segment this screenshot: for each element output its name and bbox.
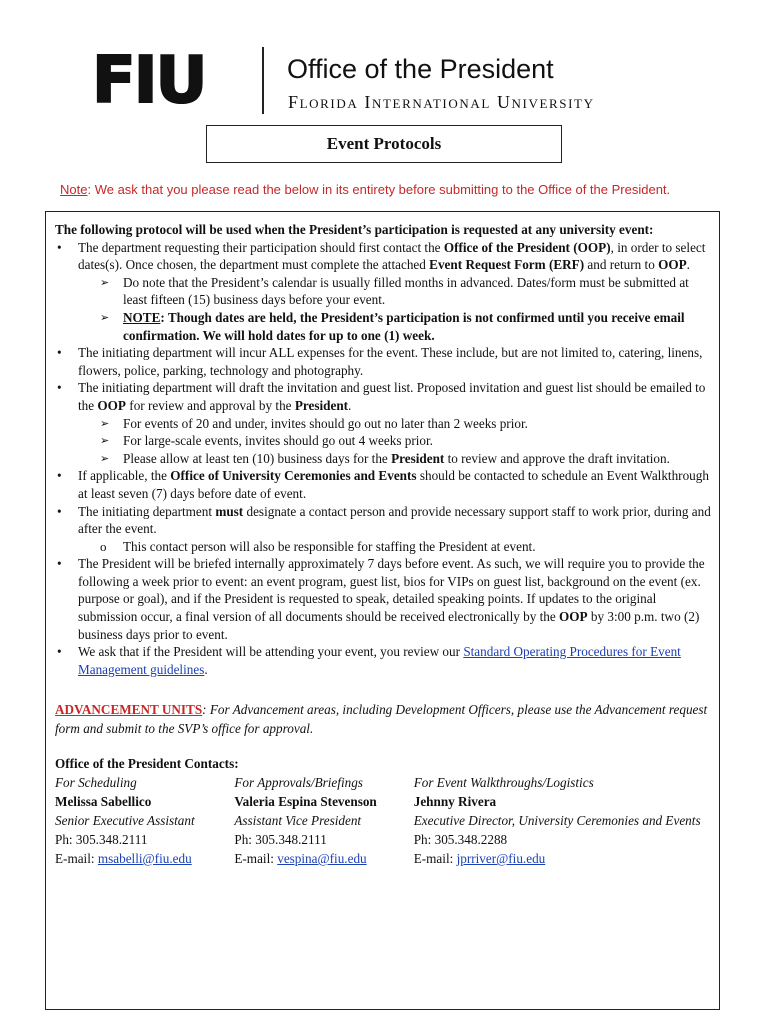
list-item	[55, 467, 711, 502]
protocol-list	[55, 239, 711, 679]
sop-guidelines-link[interactable]: Standard Operating Procedures for Event Management guidelines	[78, 644, 681, 677]
header-divider	[262, 47, 264, 114]
contacts-table	[55, 773, 711, 868]
text-bold: must	[215, 503, 244, 519]
contact-title: Executive Director, University Ceremonies and Events	[413, 813, 701, 829]
arrow-bullet-icon: ➢	[100, 416, 110, 430]
list-item	[55, 555, 711, 643]
contact-name: Jehnny Rivera	[413, 794, 497, 810]
text-bold: President	[294, 397, 349, 413]
advancement-label: ADVANCEMENT UNITS	[55, 702, 203, 718]
sub-list	[78, 538, 711, 556]
text: Do note that the President’s calendar is usually filled months in advanced. Dates/form must be submitted at least fifteen (15) business days before your event.	[123, 274, 689, 308]
intro-text: The following protocol will be used when the President’s participation is requested at any university event:	[55, 222, 654, 237]
text-bold: Office of the President (OOP)	[443, 239, 611, 255]
circle-bullet-icon: o	[100, 538, 107, 554]
fiu-logo-text: FIU	[92, 44, 206, 118]
contact-phone: Ph: 305.348.2111	[55, 832, 148, 848]
text: to review and approve the draft invitation.	[444, 450, 670, 466]
contact-scheduling	[55, 773, 234, 868]
note-line	[60, 182, 670, 197]
office-title: Office of the President	[287, 54, 554, 84]
text: The initiating department	[78, 503, 216, 519]
contacts-heading: Office of the President Contacts:	[55, 756, 239, 772]
email-link[interactable]: vespina@fiu.edu	[277, 851, 367, 867]
arrow-bullet-icon: ➢	[100, 275, 110, 289]
letterhead	[0, 0, 770, 125]
contact-role: For Scheduling	[55, 775, 137, 791]
text: .	[348, 397, 352, 413]
contact-phone: Ph: 305.348.2111	[234, 832, 327, 848]
text: For large-scale events, invites should go out 4 weeks prior.	[123, 433, 433, 449]
text-bold: OOP	[559, 609, 588, 625]
text: This contact person will also be responsible for staffing the President at event.	[123, 538, 536, 554]
text-bold: Event Request Form (ERF)	[429, 257, 585, 273]
list-item	[55, 379, 711, 467]
contact-role: For Approvals/Briefings	[234, 775, 363, 791]
email-label: E-mail:	[55, 851, 98, 867]
text-bold: OOP	[97, 397, 126, 413]
note-label: NOTE	[123, 309, 161, 325]
protocol-box	[45, 211, 720, 1010]
text: The initiating department will draft the invitation and guest list. Proposed invitation and guest list should be emailed to the	[78, 380, 706, 413]
sub-item	[78, 274, 711, 309]
text-bold: President	[391, 450, 445, 466]
email-label: E-mail:	[234, 851, 278, 867]
list-item	[55, 239, 711, 345]
advancement-note	[55, 700, 711, 738]
list-item	[55, 503, 711, 556]
advancement-text: : For Advancement areas, including Development Officers, please use the Advancement request form and submit to the SVP’s office for approval.	[55, 702, 708, 737]
contact-name: Valeria Espina Stevenson	[234, 794, 377, 810]
text: designate a contact person and provide necessary support staff to work prior, during and after the event.	[78, 503, 711, 537]
text: for review and approval by the	[126, 397, 295, 413]
text: should be contacted to schedule an Event Walkthrough at least seven (7) days before date of event.	[78, 468, 709, 501]
university-name: Florida International University	[288, 92, 595, 112]
contact-title: Senior Executive Assistant	[55, 813, 195, 829]
email-label: E-mail:	[413, 851, 457, 867]
list-item	[55, 643, 711, 678]
text: For events of 20 and under, invites should go out no later than 2 weeks prior.	[123, 415, 528, 431]
contact-name: Melissa Sabellico	[55, 794, 152, 810]
contact-email	[55, 849, 234, 868]
arrow-bullet-icon: ➢	[100, 451, 110, 465]
contact-email	[234, 849, 413, 868]
email-link[interactable]: jprriver@fiu.edu	[456, 851, 546, 867]
arrow-bullet-icon: ➢	[100, 310, 110, 324]
text: The initiating department will incur ALL expenses for the event. These include, but are not limited to, catering, linens, flowers, police, parking, technology and photography.	[78, 345, 703, 378]
sub-item	[78, 538, 711, 556]
arrow-bullet-icon: ➢	[100, 434, 110, 448]
sub-list	[78, 415, 711, 468]
email-link[interactable]: msabelli@fiu.edu	[97, 851, 192, 867]
document-title: Event Protocols	[206, 125, 562, 163]
list-item	[55, 344, 711, 379]
text: .	[204, 661, 208, 677]
text: We ask that if the President will be attending your event, you review our	[78, 644, 464, 660]
text: .	[686, 257, 690, 273]
text-bold: OOP	[658, 257, 687, 273]
text-bold: : Though dates are held, the President’s participation is not confirmed until you receive email confirmation. We will hold dates for up to one (1) week.	[123, 309, 685, 343]
sub-item	[78, 309, 711, 344]
text: and return to	[584, 257, 659, 273]
note-text: : We ask that you please read the below in its entirety before submitting to the Office of the President.	[87, 182, 671, 197]
sub-item	[78, 432, 711, 450]
contact-approvals	[234, 773, 413, 868]
fiu-logo	[92, 44, 242, 118]
contact-logistics	[414, 773, 711, 868]
contact-title: Assistant Vice President	[234, 813, 362, 829]
text-bold: Office of University Ceremonies and Events	[170, 468, 417, 484]
text: The President will be briefed internally approximately 7 days before event. As such, we will require you to provide the following a week prior to event: an event program, guest list, bios for VIPs on guest list, background on the event (ex. purpose or goal), and if the President is requested to speak, detailed speaking points. If updates to the original submission occur, a final version of all documents should be received electronically by the	[78, 556, 705, 625]
contact-email	[414, 849, 711, 868]
sub-item	[78, 415, 711, 433]
text: The department requesting their participation should first contact the	[78, 239, 444, 255]
contact-phone: Ph: 305.348.2288	[413, 832, 508, 848]
text: If applicable, the	[78, 468, 171, 484]
text: by 3:00 p.m. two (2) business days prior to event.	[78, 609, 700, 642]
text: , in order to select dates(s). Once chosen, the department must complete the attached	[78, 239, 706, 273]
text: Please allow at least ten (10) business days for the	[123, 450, 392, 466]
sub-list	[78, 274, 711, 344]
contact-role: For Event Walkthroughs/Logistics	[413, 775, 594, 791]
sub-item	[78, 450, 711, 468]
note-label: Note	[60, 182, 88, 197]
